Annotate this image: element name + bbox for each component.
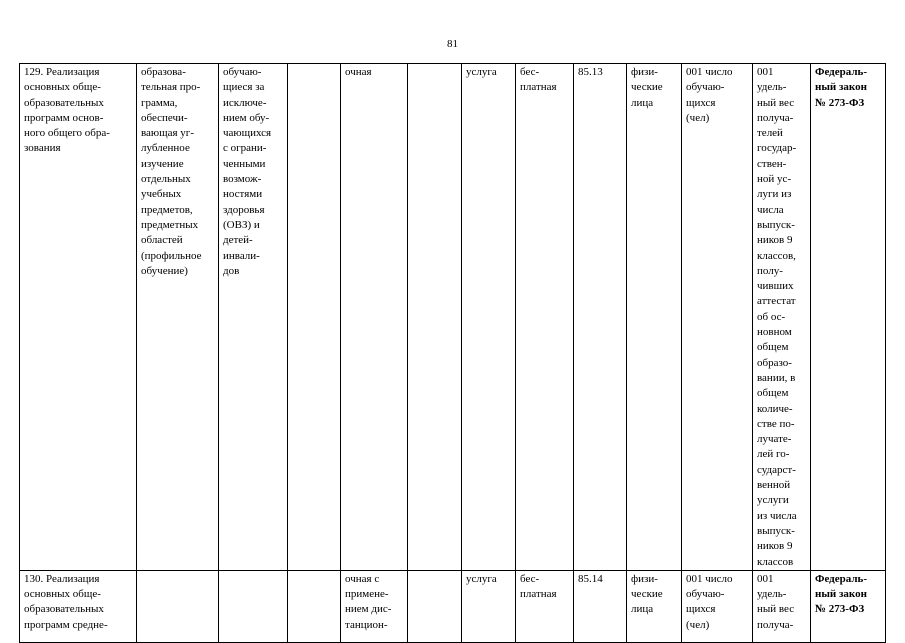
law-reference-cell: Федераль- ный закон № 273-ФЗ xyxy=(811,64,886,571)
service-name-cell: 130. Реализация основных обще- образовательных программ средне- xyxy=(20,570,137,642)
payment-cell: бес- платная xyxy=(516,64,574,571)
empty-cell xyxy=(408,64,462,571)
service-type-cell: услуга xyxy=(462,64,516,571)
okved-code-cell: 85.14 xyxy=(574,570,627,642)
table-row xyxy=(20,570,886,642)
quality-indicator-cell: 001 удель- ный вес получа- телей государ- ствен- ной ус- луги из числа выпуск- ников 9 классов, полу- чивших аттестат об ос- новном общем образо- вании, в общем количе- стве по- лучате- лей го- сударст- венной услуги из числа выпуск- ников 9 классов xyxy=(753,64,811,571)
payment-cell: бес- платная xyxy=(516,570,574,642)
education-form-cell: очная xyxy=(341,64,408,571)
service-name-cell: 129. Реализация основных обще- образовательных программ основ- ного общего обра- зования xyxy=(20,64,137,571)
volume-indicator-cell: 001 число обучаю- щихся (чел) xyxy=(682,570,753,642)
volume-indicator-cell: 001 число обучаю- щихся (чел) xyxy=(682,64,753,571)
okved-code-cell: 85.13 xyxy=(574,64,627,571)
service-type-cell: услуга xyxy=(462,570,516,642)
law-reference-cell: Федераль- ный закон № 273-ФЗ xyxy=(811,570,886,642)
services-table xyxy=(19,63,886,643)
empty-cell xyxy=(288,64,341,571)
table-row xyxy=(20,64,886,571)
student-category-cell xyxy=(219,570,288,642)
education-form-cell: очная с примене- нием дис- танцион- xyxy=(341,570,408,642)
empty-cell xyxy=(288,570,341,642)
program-content-cell: образова- тельная про- грамма, обеспечи- вающая уг- лубленное изучение отдельных учебных предметов, предметных областей (профильное обучение) xyxy=(137,64,219,571)
consumers-cell: физи- ческие лица xyxy=(627,570,682,642)
page-number: 81 xyxy=(447,38,458,50)
program-content-cell xyxy=(137,570,219,642)
consumers-cell: физи- ческие лица xyxy=(627,64,682,571)
empty-cell xyxy=(408,570,462,642)
student-category-cell: обучаю- щиеся за исключе- нием обу- чающихся с ограни- ченными возмож- ностями здоровья (ОВЗ) и детей- инвали- дов xyxy=(219,64,288,571)
quality-indicator-cell: 001 удель- ный вес получа- xyxy=(753,570,811,642)
